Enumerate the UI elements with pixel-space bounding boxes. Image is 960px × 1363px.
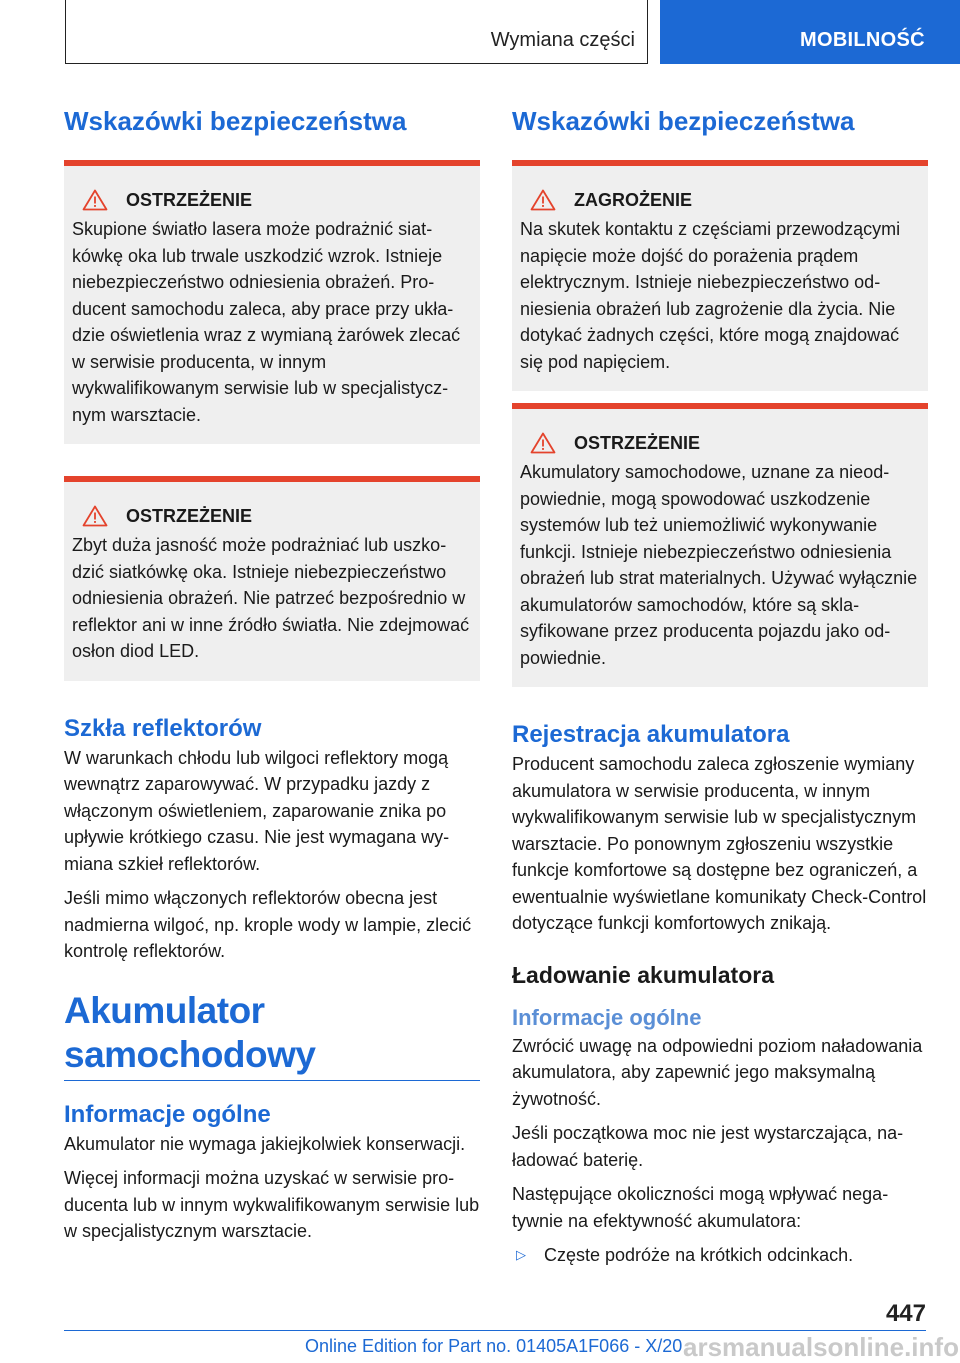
warning-text: Zbyt duża jasność może podrażniać lub uszkodzić siatkówkę oka. Istnieje niebezpieczeństwo odniesienia obrażeń. Nie patrzeć bezpośrednio w reflektor ani w inne źródło światła. Nie zdejmować osłon diod LED. (72, 535, 470, 661)
header-chapter-tab (660, 0, 960, 64)
danger-box (512, 160, 928, 391)
warning-triangle-icon (82, 189, 108, 211)
bullet-triangle-icon: ▷ (516, 1247, 526, 1262)
header-section-tab (65, 0, 648, 64)
warning-triangle-icon (530, 189, 556, 211)
warning-title: OSTRZEŻENIE (126, 506, 253, 526)
right-column (512, 100, 928, 1269)
footer-divider (64, 1330, 926, 1331)
warning-text: Skupione światło lasera może podrażnić siatkówkę oka lub trwale uszkodzić wzrok. Istnieje niebezpieczeństwo odniesienia obrażeń. Producent samochodu zaleca, aby prace przy układzie oświetlenia wraz z wymianą żarówek zlecać w serwisie producenta, w innym wykwalifikowanym serwisie lub w specjalistycznym warsztacie. (72, 219, 461, 425)
section-heading-general-info: Informacje ogólne (64, 1100, 271, 1128)
warning-triangle-icon (530, 432, 556, 454)
left-safety-heading: Wskazówki bezpieczeństwa (64, 106, 407, 136)
left-column (64, 100, 480, 1253)
list-item-text: Częste podróże na krótkich odcinkach. (544, 1245, 854, 1265)
watermark-text: arsmanualsonline.info (683, 1332, 959, 1362)
list-item (512, 1242, 928, 1269)
section-heading-headlight-glass: Szkła reflektorów (64, 714, 262, 742)
warning-title: OSTRZEŻENIE (574, 433, 701, 453)
section-heading-battery-charging: Ładowanie akumulatora (512, 961, 775, 988)
paragraph: Akumulator nie wymaga jakiejkolwiek konserwacji. (64, 1133, 466, 1154)
warning-box (64, 160, 480, 444)
subsection-heading-general-info: Informacje ogólne (512, 1004, 702, 1030)
danger-title: ZAGROŻENIE (574, 190, 693, 210)
paragraph: Jeśli początkowa moc nie jest wystarczająca, naładować baterię. (512, 1123, 904, 1170)
paragraph: Zwrócić uwagę na odpowiedni poziom naładowania akumulatora, aby zapewnić jego maksymalną żywotność. (512, 1035, 923, 1109)
section-heading-battery-registration: Rejestracja akumulatora (512, 721, 790, 748)
paragraph: Więcej informacji można uzyskać w serwisie producenta lub w innym wykwalifikowanym serwisie lub w specjalistycznym warsztacie. (64, 1168, 480, 1241)
warning-title: OSTRZEŻENIE (126, 190, 253, 210)
right-safety-heading: Wskazówki bezpieczeństwa (512, 106, 855, 136)
paragraph: W warunkach chłodu lub wilgoci reflektory mogą wewnątrz zaparowywać. W przypadku jazdy z włączonym oświetleniem, zaparowanie znika po upływie krótkiego czasu. Nie jest wymagana wymiana szkieł reflektorów. (64, 747, 450, 874)
header-chapter-title: MOBILNOŚĆ (800, 29, 925, 51)
chapter-heading-vehicle-battery: Akumulator samochodowy (64, 989, 480, 1081)
paragraph: Następujące okoliczności mogą wpływać negatywnie na efektywność akumulatora: (512, 1184, 889, 1231)
warning-triangle-icon (82, 505, 108, 527)
warning-box (512, 403, 928, 687)
warning-text: Akumulatory samochodowe, uznane za nieodpowiednie, mogą spowodować uszkodzenie systemów lub też uniemożliwić wykonywanie funkcji. Istnieje niebezpieczeństwo odniesienia obrażeń lub strat materialnych. Używać wyłącznie akumulatorów samochodów, które są sklasyfikowane przez producenta pojazdu jako odpowiednie. (520, 462, 918, 668)
footer-edition-text: Online Edition for Part no. 01405A1F066 - X/20 (305, 1336, 683, 1356)
danger-text: Na skutek kontaktu z częściami przewodzącymi napięcie może dojść do porażenia prądem elektrycznym. Istnieje niebezpieczeństwo odniesienia obrażeń lub zagrożenie dla życia. Nie dotykać żadnych części, które mogą znajdować się pod napięciem. (520, 219, 901, 372)
warning-box (64, 476, 480, 681)
paragraph: Producent samochodu zaleca zgłoszenie wymiany akumulatora w serwisie producenta, w innym wykwalifikowanym serwisie lub w specjalistycznym warsztacie. Po ponownym zgłoszeniu wszystkie funkcje komfortowe są dostępne bez ograniczeń, a ewentualnie wyświetlane komunikaty Check-Control dotyczące funkcji komfortowych znikają. (512, 754, 927, 933)
page-number: 447 (885, 1300, 926, 1327)
header-section-title: Wymiana części (490, 29, 635, 51)
paragraph: Jeśli mimo włączonych reflektorów obecna jest nadmierna wilgoć, np. krople wody w lampie, zlecić kontrolę reflektorów. (64, 888, 472, 961)
